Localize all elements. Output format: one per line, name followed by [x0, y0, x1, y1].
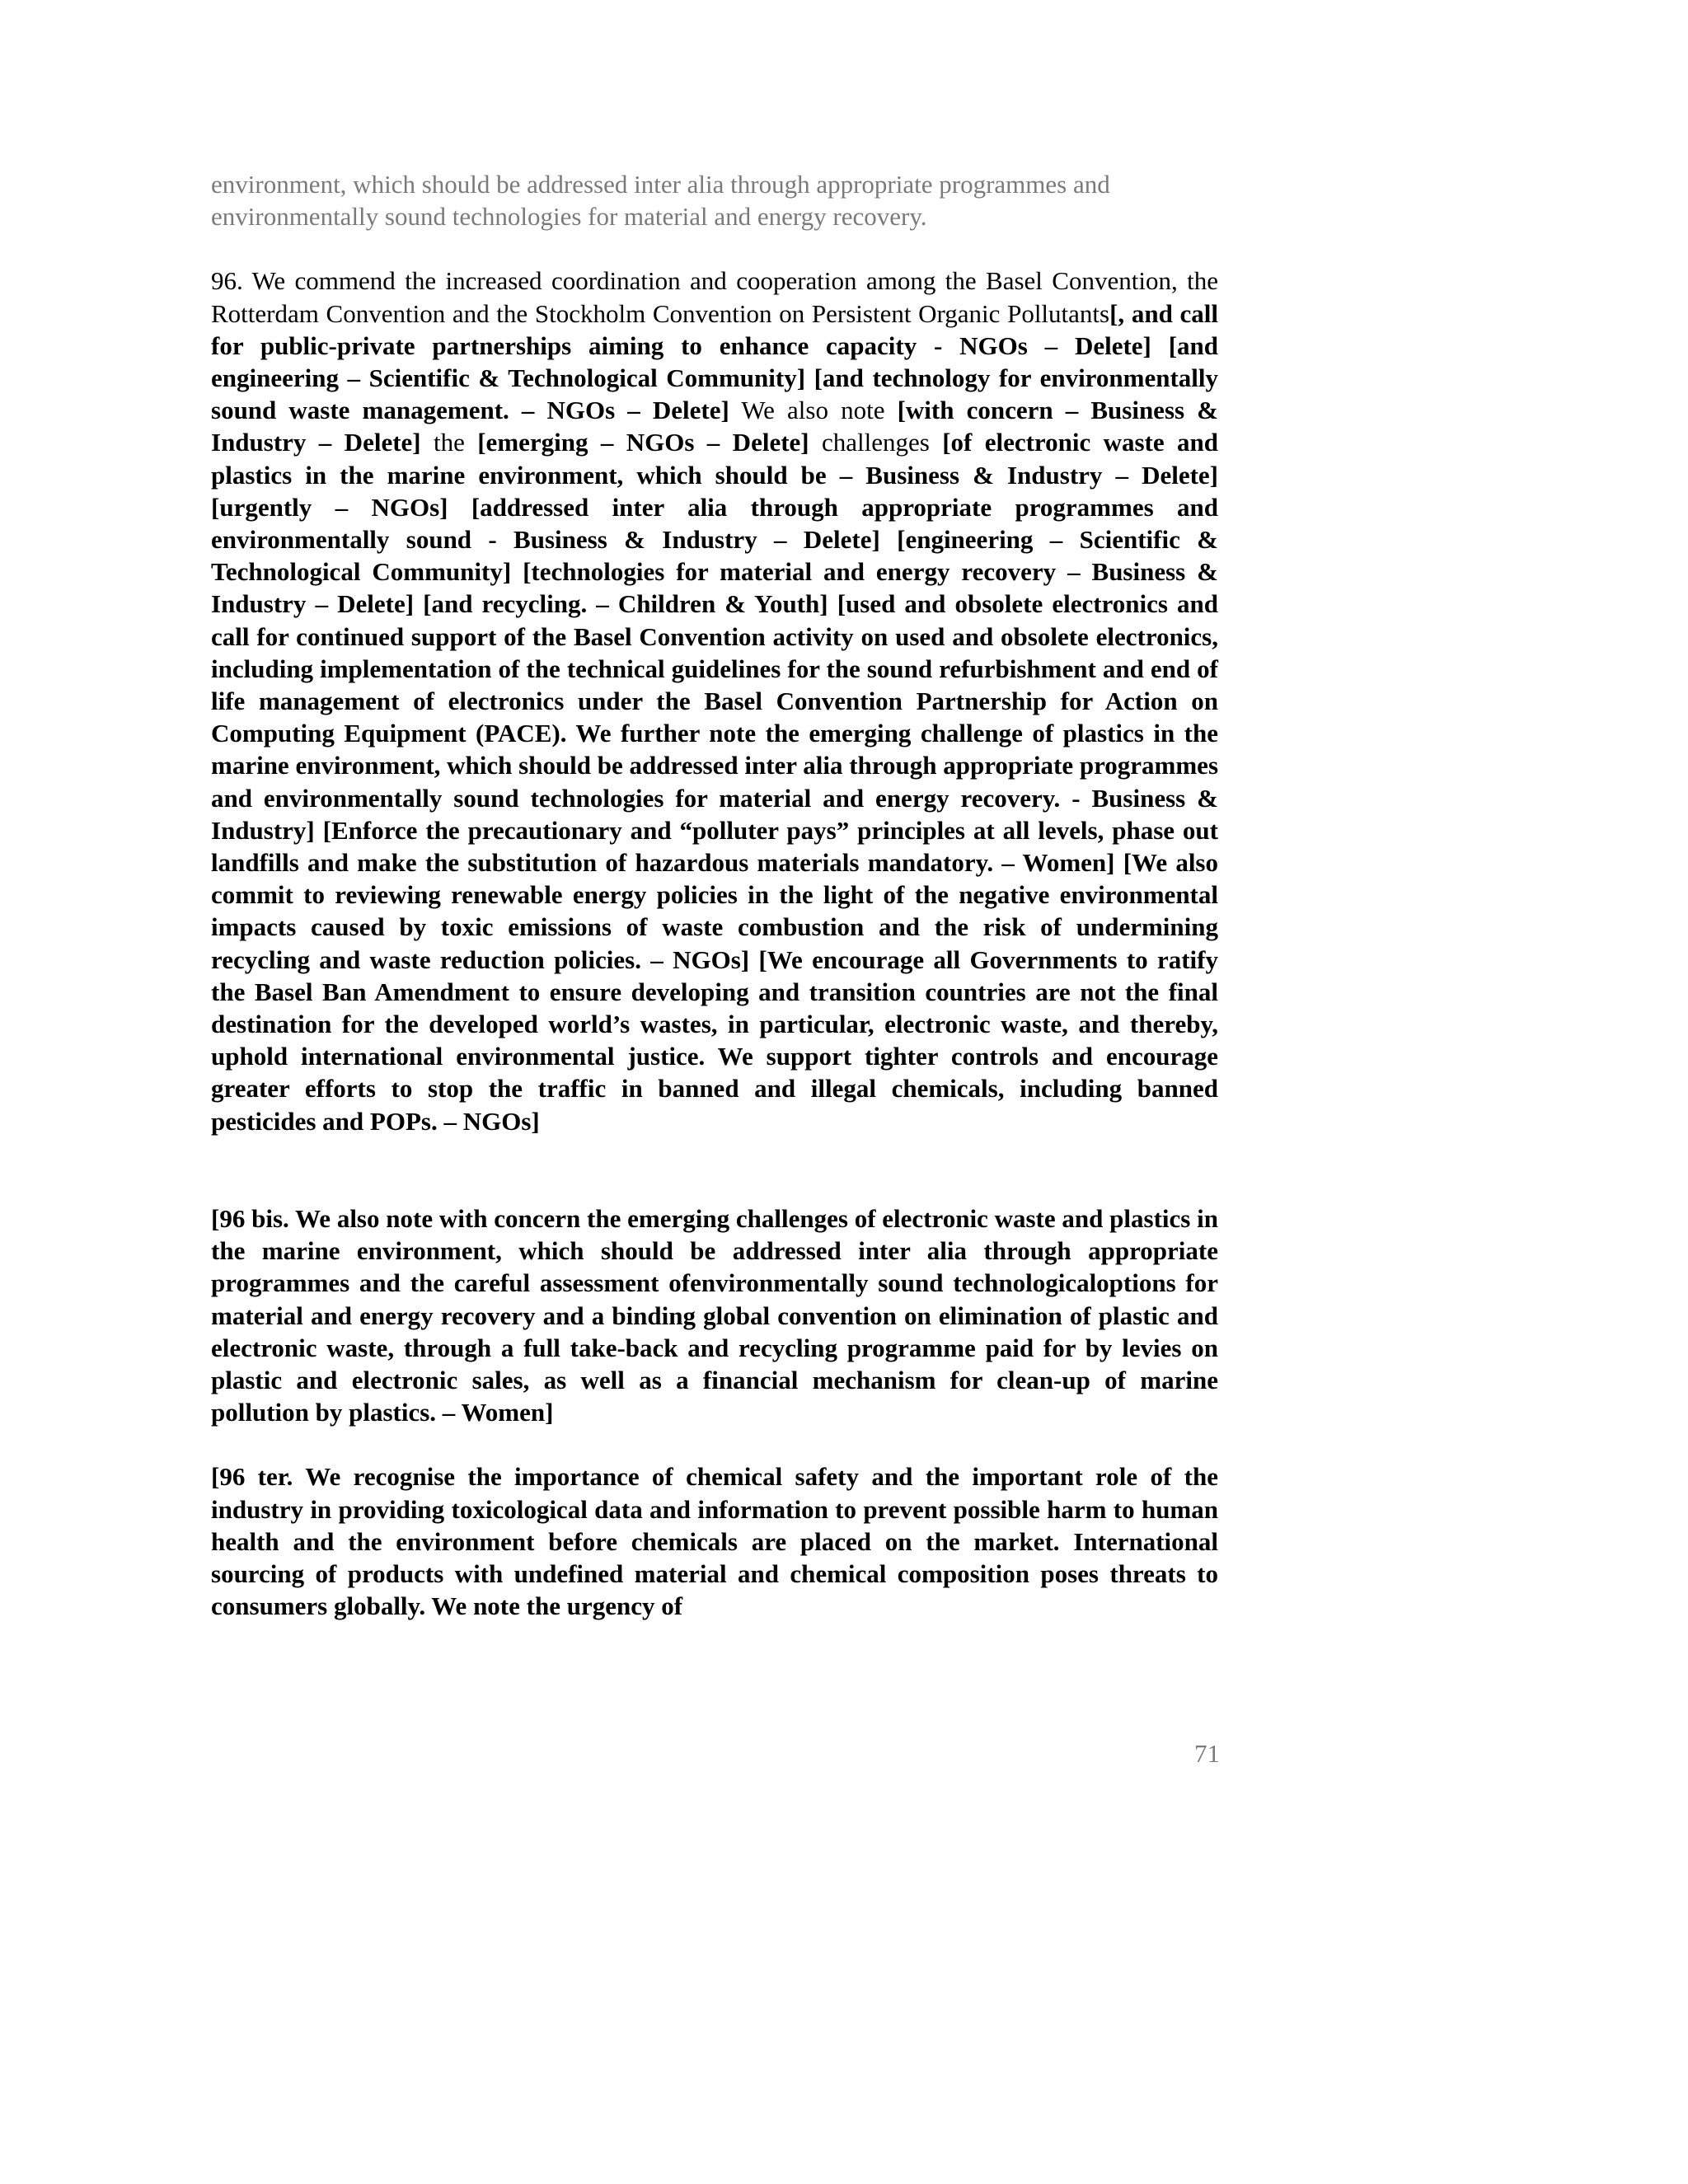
paragraph-96-segment: challenges: [809, 428, 943, 457]
paragraph-96-segment: 96. We commend the increased coordination and cooperation among the Basel Convention, the Rotterdam Convention and the Stockholm Convention on Persistent Organic Pollutants: [211, 266, 1218, 328]
paragraph-96-segment: [, and call for public-private partnerships aiming to enhance capacity - NGOs – Delete] [and engineering – Scientific & Technological Community] [and technology for environmentally sound waste management. – NGOs – Delete]: [211, 298, 1218, 425]
paragraph-96-segment: [emerging – NGOs – Delete]: [477, 428, 809, 457]
page-number: 71: [1194, 1739, 1220, 1768]
continuation-paragraph: environment, which should be addressed inter alia through appropriate programmes and environmentally sound technologies for material and energy recovery.: [211, 170, 1110, 232]
paragraph-96-segment: [of electronic waste and plastics in the marine environment, which should be – Business & Industry – Delete] [urgently – NGOs] [addressed inter alia through appropriate programmes and environmentally sound - Business & Industry – Delete] [engineering – Scientific & Technological Community] [technologies for material and energy recovery – Business & Industry – Delete] [and recycling. – Children & Youth] [used and obsolete electronics and call for continued support of the Basel Convention activity on used and obsolete electronics, including implementation of the technical guidelines for the sound refurbishment and end of life management of electronics under the Basel Convention Partnership for Action on Computing Equipment (PACE). We further note the emerging challenge of plastics in the marine environment, which should be addressed inter alia through appropriate programmes and environmentally sound technologies for material and energy recovery. - Business & Industry] [Enforce the precautionary and “polluter pays” principles at all levels, phase out landfills and make the substitution of hazardous materials mandatory. – Women] [We also commit to reviewing renewable energy policies in the light of the negative environmental impacts caused by toxic emissions of waste combustion and the risk of undermining recycling and waste reduction policies. – NGOs] [We encourage all Governments to ratify the Basel Ban Amendment to ensure developing and transition countries are not the final destination for the developed world’s wastes, in particular, electronic waste, and thereby, uphold international environmental justice. We support tighter controls and encourage greater efforts to stop the traffic in banned and illegal chemicals, including banned pesticides and POPs. – NGOs]: [211, 428, 1219, 1136]
paragraph-96-segment: the: [420, 428, 478, 457]
paragraph-96-segment: We also note: [729, 396, 898, 425]
paragraph-96-bis: [96 bis. We also note with concern the emerging challenges of electronic waste and plastics in the marine environment, which should be addressed inter alia through appropriate programmes and the careful assessment ofenvironmentally sound technologicaloptions for material and energy recovery and a binding global convention on elimination of plastic and electronic waste, through a full take-back and recycling programme paid for by levies on plastic and electronic sales, as well as a financial mechanism for clean-up of marine pollution by plastics. – Women]: [211, 1203, 1218, 1427]
paragraph-96-ter: [96 ter. We recognise the importance of chemical safety and the important role of the industry in providing toxicological data and information to prevent possible harm to human health and the environment before chemicals are placed on the market. International sourcing of products with undefined material and chemical composition poses threats to consumers globally. We note the urgency of: [211, 1462, 1218, 1621]
paragraph-96: [211, 265, 1218, 1137]
document-page: [211, 168, 1218, 1622]
paragraph-96-segment: [with concern – Business & Industry – Delete]: [211, 396, 1219, 457]
